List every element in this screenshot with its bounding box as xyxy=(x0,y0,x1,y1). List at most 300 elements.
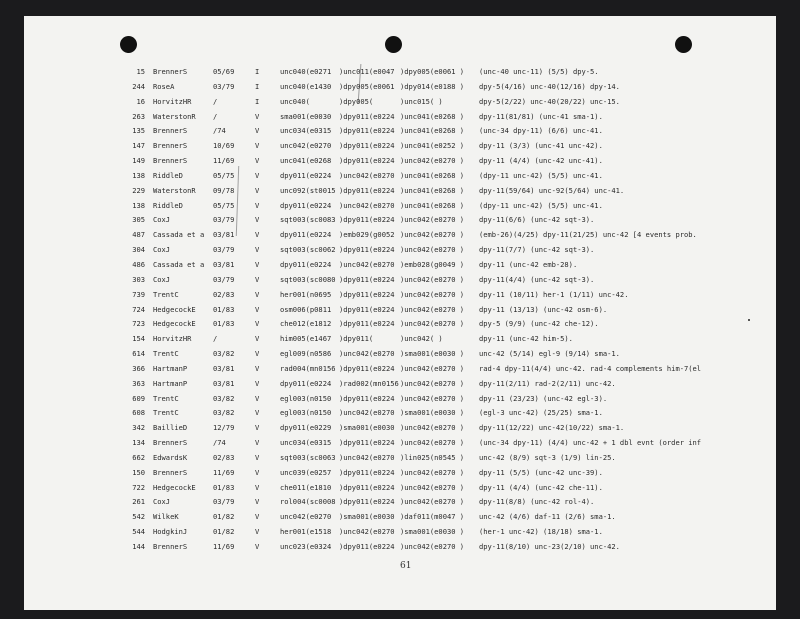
cell-date: 02/83 xyxy=(213,452,235,462)
cell-note: (dpy-11 unc-42) (5/5) unc-41. xyxy=(479,200,603,210)
cell-g1: sqt003(sc0062 xyxy=(280,245,336,255)
cell-date: 02/83 xyxy=(213,289,235,299)
table-row xyxy=(103,406,723,421)
cell-g1: egl003(n0150 xyxy=(280,393,332,403)
cell-date: / xyxy=(213,96,218,106)
cell-g1: dpy011(e0224 xyxy=(280,200,332,210)
table-row xyxy=(103,95,723,110)
cell-g2: )dpy011(e0224 xyxy=(339,156,395,166)
cell-g2: )dpy011(e0224 xyxy=(339,497,395,507)
cell-g3: )unc015( ) xyxy=(400,96,443,106)
cell-num: 662 xyxy=(132,452,145,462)
cell-note: dpy-5(2/22) unc-40(20/22) unc-15. xyxy=(479,96,620,106)
cell-num: 144 xyxy=(132,542,145,551)
cell-num: 724 xyxy=(132,304,145,314)
cell-g1: egl009(n0586 xyxy=(280,349,332,359)
cell-g2: )unc042(e0270 xyxy=(339,349,395,359)
cell-code: V xyxy=(255,215,260,225)
cell-num: 366 xyxy=(132,363,145,373)
cell-g2: )dpy011(e0224 xyxy=(339,111,395,121)
cell-num: 244 xyxy=(132,81,145,91)
cell-g2: )emb029(g0052 xyxy=(339,230,395,240)
cell-note: unc-42 (5/14) egl-9 (9/14) sma-1. xyxy=(479,349,620,359)
cell-code: V xyxy=(255,200,260,210)
cell-g1: dpy011(e0224 xyxy=(280,230,332,240)
cell-note: unc-42 (8/9) sqt-3 (1/9) lin-25. xyxy=(479,452,616,462)
cell-name: HedgecockE xyxy=(153,482,196,492)
table-row xyxy=(103,510,723,525)
cell-g1: unc034(e0315 xyxy=(280,438,332,448)
cell-g2: )unc042(e0270 xyxy=(339,170,395,180)
cell-g3: )unc042(e0270 ) xyxy=(400,274,465,284)
table-row xyxy=(103,228,723,243)
table-row xyxy=(103,495,723,510)
cell-num: 150 xyxy=(132,467,145,477)
cell-num: 134 xyxy=(132,438,145,448)
cell-date: 01/83 xyxy=(213,304,235,314)
punch-hole xyxy=(120,36,137,53)
cell-name: HartmanP xyxy=(153,363,188,373)
cell-note: (egl-3 unc-42) (25/25) sma-1. xyxy=(479,408,603,418)
cell-note: dpy-11(81/81) (unc-41 sma-1). xyxy=(479,111,603,121)
cell-g3: )unc042(e0270 ) xyxy=(400,423,465,433)
cell-name: BrennerS xyxy=(153,156,188,166)
cell-date: 05/69 xyxy=(213,67,235,76)
table-row xyxy=(103,362,723,377)
cell-num: 486 xyxy=(132,259,145,269)
cell-num: 723 xyxy=(132,319,145,329)
cell-date: 01/82 xyxy=(213,512,235,522)
cell-code: V xyxy=(255,512,260,522)
mapping-data-table xyxy=(103,65,723,555)
table-row xyxy=(103,154,723,169)
table-row xyxy=(103,392,723,407)
cell-g3: )unc041(e0252 ) xyxy=(400,141,465,151)
cell-num: 609 xyxy=(132,393,145,403)
cell-note: unc-42 (4/6) daf-11 (2/6) sma-1. xyxy=(479,512,616,522)
table-row xyxy=(103,288,723,303)
cell-g3: )unc042(e0270 ) xyxy=(400,230,465,240)
cell-name: CoxJ xyxy=(153,215,171,225)
cell-g1: unc042(e0270 xyxy=(280,512,332,522)
cell-g1: him005(e1467 xyxy=(280,334,332,344)
cell-g3: )unc041(e0268 ) xyxy=(400,111,465,121)
cell-num: 304 xyxy=(132,245,145,255)
cell-name: RiddleD xyxy=(153,200,183,210)
table-row xyxy=(103,540,723,555)
cell-g3: )lin025(n0545 ) xyxy=(400,452,465,462)
cell-g3: )sma001(e0030 ) xyxy=(400,408,465,418)
cell-num: 487 xyxy=(132,230,145,240)
cell-code: V xyxy=(255,334,260,344)
cell-note: dpy-11(8/10) unc-23(2/10) unc-42. xyxy=(479,542,620,551)
cell-num: 149 xyxy=(132,156,145,166)
table-row xyxy=(103,273,723,288)
cell-g3: )unc041(e0268 ) xyxy=(400,126,465,136)
cell-date: 03/81 xyxy=(213,378,235,388)
table-row xyxy=(103,347,723,362)
cell-name: WilkeK xyxy=(153,512,179,522)
cell-g3: )dpy014(e0188 ) xyxy=(400,81,465,91)
cell-num: 263 xyxy=(132,111,145,121)
cell-note: (unc-34 dpy-11) (6/6) unc-41. xyxy=(479,126,603,136)
cell-num: 229 xyxy=(132,185,145,195)
cell-name: TrentC xyxy=(153,408,179,418)
cell-code: V xyxy=(255,304,260,314)
cell-note: dpy-11(6/6) (unc-42 sqt-3). xyxy=(479,215,595,225)
cell-g1: sqt003(sc0080 xyxy=(280,274,336,284)
cell-g2: )rad002(mn0156 xyxy=(339,378,399,388)
table-row xyxy=(103,184,723,199)
cell-code: V xyxy=(255,482,260,492)
cell-g2: )dpy011(e0224 xyxy=(339,542,395,551)
cell-code: V xyxy=(255,467,260,477)
table-row xyxy=(103,199,723,214)
cell-date: / xyxy=(213,334,218,344)
cell-g1: rad004(mn0156 xyxy=(280,363,336,373)
scanned-page xyxy=(24,16,776,610)
cell-code: V xyxy=(255,363,260,373)
cell-g2: )dpy011(e0224 xyxy=(339,126,395,136)
cell-date: 01/83 xyxy=(213,482,235,492)
cell-name: BrennerS xyxy=(153,126,188,136)
table-row xyxy=(103,466,723,481)
cell-code: V xyxy=(255,274,260,284)
cell-code: V xyxy=(255,497,260,507)
cell-g3: )unc042(e0270 ) xyxy=(400,497,465,507)
cell-g3: )unc042(e0270 ) xyxy=(400,393,465,403)
cell-date: 11/69 xyxy=(213,156,235,166)
cell-date: / xyxy=(213,111,218,121)
cell-code: V xyxy=(255,111,260,121)
page-number: 61 xyxy=(400,561,412,571)
cell-g2: )dpy011(e0224 xyxy=(339,438,395,448)
cell-name: Cassada et a xyxy=(153,230,205,240)
cell-g3: )unc042(e0270 ) xyxy=(400,215,465,225)
cell-num: 342 xyxy=(132,423,145,433)
table-row xyxy=(103,80,723,95)
cell-g1: unc041(e0268 xyxy=(280,156,332,166)
cell-g1: egl003(n0150 xyxy=(280,408,332,418)
cell-name: CoxJ xyxy=(153,497,171,507)
table-row xyxy=(103,525,723,540)
cell-g1: sqt003(sc0083 xyxy=(280,215,336,225)
cell-name: Cassada et a xyxy=(153,259,205,269)
cell-g2: )dpy005(e0061 xyxy=(339,81,395,91)
cell-num: 542 xyxy=(132,512,145,522)
cell-name: BaillieD xyxy=(153,423,188,433)
cell-g1: che012(e1812 xyxy=(280,319,332,329)
cell-name: TrentC xyxy=(153,289,179,299)
cell-date: 05/75 xyxy=(213,170,235,180)
cell-name: TrentC xyxy=(153,393,179,403)
cell-g1: dpy011(e0224 xyxy=(280,259,332,269)
cell-g3: )unc042(e0270 ) xyxy=(400,245,465,255)
cell-g1: her001(n0695 xyxy=(280,289,332,299)
cell-g1: dpy011(e0224 xyxy=(280,378,332,388)
cell-g3: )unc042(e0270 ) xyxy=(400,438,465,448)
cell-note: dpy-11(2/11) rad-2(2/11) unc-42. xyxy=(479,378,616,388)
cell-name: HorvitzHR xyxy=(153,96,192,106)
cell-g1: unc042(e0270 xyxy=(280,141,332,151)
cell-g3: )daf011(m0047 ) xyxy=(400,512,465,522)
table-row xyxy=(103,258,723,273)
cell-note: dpy-11 (4/4) (unc-42 che-11). xyxy=(479,482,603,492)
cell-g2: )dpy011(e0224 xyxy=(339,215,395,225)
cell-g2: )dpy011(e0224 xyxy=(339,482,395,492)
cell-g2: )unc042(e0270 xyxy=(339,452,395,462)
cell-g3: )dpy005(e0061 ) xyxy=(400,67,465,76)
cell-code: V xyxy=(255,259,260,269)
cell-g2: )dpy011(e0224 xyxy=(339,304,395,314)
cell-g3: )unc042(e0270 ) xyxy=(400,482,465,492)
cell-g2: )unc042(e0270 xyxy=(339,200,395,210)
cell-date: 03/79 xyxy=(213,274,235,284)
cell-note: dpy-11 (23/23) (unc-42 egl-3). xyxy=(479,393,608,403)
cell-g1: unc040( xyxy=(280,96,310,106)
cell-g2: )dpy011(e0224 xyxy=(339,274,395,284)
table-row xyxy=(103,377,723,392)
cell-code: V xyxy=(255,289,260,299)
cell-note: (her-1 unc-42) (18/18) sma-1. xyxy=(479,527,603,537)
cell-g2: )sma001(e0030 xyxy=(339,423,395,433)
cell-note: dpy-11 (4/4) (unc-42 unc-41). xyxy=(479,156,603,166)
cell-g1: unc034(e0315 xyxy=(280,126,332,136)
cell-code: V xyxy=(255,230,260,240)
cell-g3: )unc042(e0270 ) xyxy=(400,542,465,551)
cell-code: V xyxy=(255,126,260,136)
cell-num: 722 xyxy=(132,482,145,492)
cell-note: dpy-11(12/22) unc-42(10/22) sma-1. xyxy=(479,423,625,433)
cell-date: 03/82 xyxy=(213,408,235,418)
cell-g1: sma001(e0030 xyxy=(280,111,332,121)
cell-code: V xyxy=(255,378,260,388)
cell-g3: )emb028(g0049 ) xyxy=(400,259,465,269)
cell-num: 16 xyxy=(136,96,145,106)
cell-date: 03/81 xyxy=(213,259,235,269)
table-row xyxy=(103,110,723,125)
cell-g1: dpy011(e0229 xyxy=(280,423,332,433)
cell-name: HedgecockE xyxy=(153,304,196,314)
cell-g1: unc040(e0271 xyxy=(280,67,332,76)
cell-g1: sqt003(sc0063 xyxy=(280,452,336,462)
cell-code: V xyxy=(255,423,260,433)
cell-date: 10/69 xyxy=(213,141,235,151)
cell-g3: )unc042(e0270 ) xyxy=(400,363,465,373)
cell-name: HartmanP xyxy=(153,378,188,388)
cell-code: I xyxy=(255,67,260,76)
cell-date: 03/81 xyxy=(213,230,235,240)
table-row xyxy=(103,65,723,80)
cell-code: V xyxy=(255,185,260,195)
table-row xyxy=(103,481,723,496)
cell-g1: osm006(p0811 xyxy=(280,304,332,314)
cell-g3: )unc042(e0270 ) xyxy=(400,289,465,299)
cell-name: BrennerS xyxy=(153,467,188,477)
cell-g2: )dpy011(e0224 xyxy=(339,289,395,299)
cell-g1: unc039(e0257 xyxy=(280,467,332,477)
cell-code: I xyxy=(255,81,260,91)
cell-code: V xyxy=(255,141,260,151)
cell-date: 03/79 xyxy=(213,245,235,255)
cell-name: CoxJ xyxy=(153,245,171,255)
cell-g1: che011(e1810 xyxy=(280,482,332,492)
cell-g3: )unc041(e0268 ) xyxy=(400,185,465,195)
cell-name: BrennerS xyxy=(153,141,188,151)
table-row xyxy=(103,303,723,318)
cell-note: dpy-11 (10/11) her-1 (1/11) unc-42. xyxy=(479,289,629,299)
cell-g2: )dpy011(e0224 xyxy=(339,185,395,195)
cell-code: V xyxy=(255,452,260,462)
cell-date: 01/82 xyxy=(213,527,235,537)
cell-g1: her001(e1518 xyxy=(280,527,332,537)
punch-hole xyxy=(385,36,402,53)
cell-name: HedgecockE xyxy=(153,319,196,329)
cell-g2: )dpy011( xyxy=(339,334,374,344)
cell-num: 135 xyxy=(132,126,145,136)
cell-g3: )unc042(e0270 ) xyxy=(400,378,465,388)
table-row xyxy=(103,421,723,436)
cell-date: 03/82 xyxy=(213,393,235,403)
cell-note: dpy-11 (unc-42 emb-28). xyxy=(479,259,578,269)
cell-g2: )unc042(e0270 xyxy=(339,527,395,537)
cell-note: (dpy-11 unc-42) (5/5) unc-41. xyxy=(479,170,603,180)
table-row xyxy=(103,451,723,466)
cell-note: rad-4 dpy-11(4/4) unc-42. rad-4 complements him-7(el xyxy=(479,363,702,373)
cell-num: 147 xyxy=(132,141,145,151)
cell-note: dpy-11 (3/3) (unc-41 unc-42). xyxy=(479,141,603,151)
cell-g1: dpy011(e0224 xyxy=(280,170,332,180)
cell-name: RiddleD xyxy=(153,170,183,180)
cell-g3: )unc042( ) xyxy=(400,334,443,344)
cell-code: V xyxy=(255,438,260,448)
cell-name: BrennerS xyxy=(153,438,188,448)
table-row xyxy=(103,213,723,228)
cell-date: 03/79 xyxy=(213,497,235,507)
cell-g2: )unc042(e0270 xyxy=(339,259,395,269)
cell-name: BrennerS xyxy=(153,67,188,76)
cell-num: 305 xyxy=(132,215,145,225)
cell-date: 05/75 xyxy=(213,200,235,210)
cell-name: BrennerS xyxy=(153,542,188,551)
cell-name: WaterstonR xyxy=(153,111,196,121)
cell-num: 154 xyxy=(132,334,145,344)
table-row xyxy=(103,124,723,139)
cell-g3: )unc042(e0270 ) xyxy=(400,319,465,329)
cell-code: V xyxy=(255,527,260,537)
cell-code: V xyxy=(255,245,260,255)
table-row xyxy=(103,317,723,332)
cell-code: V xyxy=(255,156,260,166)
cell-g2: )dpy011(e0224 xyxy=(339,393,395,403)
cell-name: RoseA xyxy=(153,81,175,91)
cell-note: dpy-11(7/7) (unc-42 sqt-3). xyxy=(479,245,595,255)
cell-code: V xyxy=(255,349,260,359)
cell-note: dpy-5(4/16) unc-40(12/16) dpy-14. xyxy=(479,81,620,91)
cell-g3: )sma001(e0030 ) xyxy=(400,527,465,537)
cell-g2: )dpy011(e0224 xyxy=(339,141,395,151)
cell-g1: rol004(sc0008 xyxy=(280,497,336,507)
cell-date: 03/79 xyxy=(213,215,235,225)
cell-date: /74 xyxy=(213,126,226,136)
cell-note: dpy-11(59/64) unc-92(5/64) unc-41. xyxy=(479,185,625,195)
cell-name: CoxJ xyxy=(153,274,171,284)
cell-date: 01/83 xyxy=(213,319,235,329)
cell-num: 614 xyxy=(132,349,145,359)
table-row xyxy=(103,332,723,347)
cell-num: 261 xyxy=(132,497,145,507)
cell-note: (unc-40 unc-11) (5/5) dpy-5. xyxy=(479,67,599,76)
cell-g2: )dpy011(e0224 xyxy=(339,245,395,255)
cell-g1: unc040(e1430 xyxy=(280,81,332,91)
cell-date: 11/69 xyxy=(213,467,235,477)
paper-speck xyxy=(748,319,750,321)
cell-g3: )unc041(e0268 ) xyxy=(400,200,465,210)
cell-date: 12/79 xyxy=(213,423,235,433)
cell-num: 363 xyxy=(132,378,145,388)
cell-g3: )unc041(e0268 ) xyxy=(400,170,465,180)
cell-num: 544 xyxy=(132,527,145,537)
cell-g2: )dpy011(e0224 xyxy=(339,467,395,477)
cell-g3: )sma001(e0030 ) xyxy=(400,349,465,359)
table-row xyxy=(103,436,723,451)
cell-g2: )dpy005( xyxy=(339,96,374,106)
cell-code: V xyxy=(255,319,260,329)
table-row xyxy=(103,139,723,154)
cell-note: (unc-34 dpy-11) (4/4) unc-42 + 1 dbl evnt (order inf xyxy=(479,438,702,448)
cell-code: V xyxy=(255,393,260,403)
cell-note: dpy-11(4/4) (unc-42 sqt-3). xyxy=(479,274,595,284)
cell-num: 138 xyxy=(132,200,145,210)
cell-name: WaterstonR xyxy=(153,185,196,195)
cell-date: /74 xyxy=(213,438,226,448)
table-row xyxy=(103,169,723,184)
cell-name: HodgkinJ xyxy=(153,527,188,537)
cell-g2: )sma001(e0030 xyxy=(339,512,395,522)
cell-num: 608 xyxy=(132,408,145,418)
punch-hole xyxy=(675,36,692,53)
cell-date: 03/79 xyxy=(213,81,235,91)
cell-num: 138 xyxy=(132,170,145,180)
cell-date: 03/82 xyxy=(213,349,235,359)
cell-g1: unc023(e0324 xyxy=(280,542,332,551)
cell-g3: )unc042(e0270 ) xyxy=(400,156,465,166)
cell-g3: )unc042(e0270 ) xyxy=(400,304,465,314)
cell-code: V xyxy=(255,408,260,418)
cell-date: 11/69 xyxy=(213,542,235,551)
cell-name: TrentC xyxy=(153,349,179,359)
cell-note: dpy-11(8/8) (unc-42 rol-4). xyxy=(479,497,595,507)
cell-num: 15 xyxy=(136,67,145,76)
cell-code: V xyxy=(255,542,260,551)
cell-code: I xyxy=(255,96,260,106)
cell-name: EdwardsK xyxy=(153,452,188,462)
table-row xyxy=(103,243,723,258)
cell-note: dpy-11 (13/13) (unc-42 osm-6). xyxy=(479,304,608,314)
cell-g3: )unc042(e0270 ) xyxy=(400,467,465,477)
cell-g2: )unc042(e0270 xyxy=(339,408,395,418)
cell-date: 09/78 xyxy=(213,185,235,195)
cell-note: dpy-5 (9/9) (unc-42 che-12). xyxy=(479,319,599,329)
cell-note: (emb-26)(4/25) dpy-11(21/25) unc-42 [4 events prob. xyxy=(479,230,697,240)
cell-num: 739 xyxy=(132,289,145,299)
cell-date: 03/81 xyxy=(213,363,235,373)
cell-note: dpy-11 (5/5) (unc-42 unc-39). xyxy=(479,467,603,477)
cell-name: HorvitzHR xyxy=(153,334,192,344)
cell-g2: )dpy011(e0224 xyxy=(339,363,395,373)
cell-g2: )dpy011(e0224 xyxy=(339,319,395,329)
cell-note: dpy-11 (unc-42 him-5). xyxy=(479,334,573,344)
